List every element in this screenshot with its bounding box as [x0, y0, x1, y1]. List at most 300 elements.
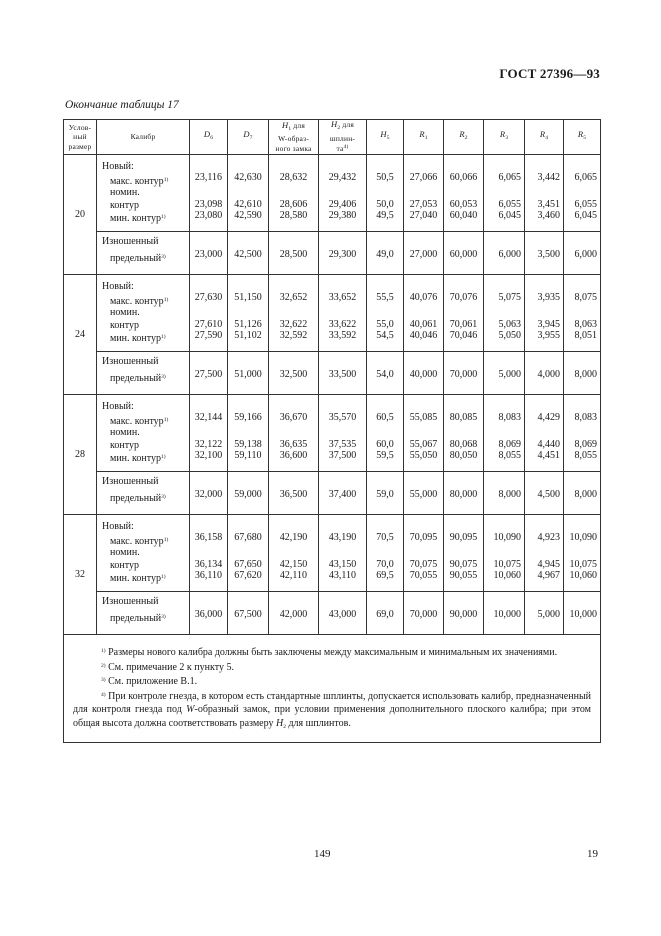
value: 59,138 [234, 439, 262, 450]
value: 6,000 [498, 249, 521, 260]
value-cell [319, 592, 367, 635]
value: 32,652 [279, 292, 308, 303]
column-header [319, 120, 367, 155]
value: 70,000 [409, 609, 438, 620]
page-number-right: 19 [587, 848, 598, 860]
calibre-row-label [102, 212, 189, 223]
value-cell [367, 472, 404, 515]
value: 4,923 [537, 532, 560, 543]
value-cell [484, 155, 525, 232]
value-cell [404, 395, 444, 472]
footnote-ref: 3) [161, 614, 166, 620]
value: 42,110 [279, 570, 308, 581]
column-subscript: 4 [545, 135, 549, 142]
footnote-ref: 1) [160, 334, 166, 340]
value: 8,000 [574, 489, 597, 500]
value-cell [190, 515, 228, 592]
value: 51,150 [234, 292, 262, 303]
value: 10,000 [493, 609, 521, 620]
value: 28,606 [279, 199, 308, 210]
value: 60,053 [449, 199, 478, 210]
calibre-worn-label: Изношенный [102, 476, 159, 487]
size-cell: 20 [64, 155, 97, 275]
value: 36,500 [279, 489, 308, 500]
value: 51,000 [234, 369, 262, 380]
value: 10,090 [493, 532, 521, 543]
value: 54,0 [376, 369, 394, 380]
column-symbol: H [282, 119, 289, 130]
value-cell [404, 352, 444, 395]
calibre-worn-label2 [102, 490, 189, 504]
value: 90,055 [449, 570, 478, 581]
value-cell [190, 592, 228, 635]
value-cell [404, 275, 444, 352]
table-caption: Окончание таблицы 17 [65, 99, 179, 111]
column-symbol: H [380, 129, 387, 140]
value: 67,620 [234, 570, 262, 581]
value-cell [228, 515, 269, 592]
value-cell [319, 232, 367, 275]
value: 42,500 [234, 249, 262, 260]
value: 60,066 [449, 172, 478, 183]
value: 5,050 [498, 330, 521, 341]
calibre-row-label [102, 332, 189, 343]
column-label-line: ного замка [275, 143, 312, 153]
value-cell [444, 472, 484, 515]
calibre-worn-label: Изношенный [102, 596, 159, 607]
value: 4,429 [537, 412, 560, 423]
value: 42,150 [279, 559, 308, 570]
value-cell [444, 155, 484, 232]
page-number: 149 [314, 848, 331, 860]
value: 40,000 [409, 369, 438, 380]
value: 59,000 [234, 489, 262, 500]
value: 70,000 [449, 369, 478, 380]
value: 60,5 [376, 412, 394, 423]
value: 80,085 [449, 412, 478, 423]
calibre-worn-label2 [102, 610, 189, 624]
value: 8,055 [574, 450, 597, 461]
column-subscript: 7 [249, 135, 253, 142]
value-cell [564, 352, 601, 395]
value: 70,055 [409, 570, 438, 581]
value-cell [319, 472, 367, 515]
calibre-new-cell [97, 395, 190, 472]
column-symbol: D [203, 129, 211, 140]
table-row [64, 515, 601, 592]
value: 40,076 [409, 292, 438, 303]
footnote-4: $^{4)}$ При контроле гнезда, в котором есть стандартные шплинты, допускается использовать калибр, предназначенный для контроля гнезда под W-образный замок, при условии применения дополнительного плоского калибра; при этом общая высота должна соответствовать размеру $H_2$ для шплинтов. [73, 690, 592, 730]
value: 55,000 [409, 489, 438, 500]
calibre-row-text: мин. контур [110, 213, 161, 224]
calibre-new-label: Новый: [102, 281, 134, 292]
value-cell [564, 155, 601, 232]
value: 80,050 [449, 450, 478, 461]
column-subscript: 1 [424, 135, 428, 142]
value-cell [564, 232, 601, 275]
value: 67,680 [234, 532, 262, 543]
value-cell [484, 472, 525, 515]
value-cell [525, 472, 564, 515]
value-cell [525, 275, 564, 352]
value: 27,040 [409, 210, 438, 221]
value-cell [564, 515, 601, 592]
footnote-ref: 3) [161, 374, 166, 380]
value-cell [444, 592, 484, 635]
value: 55,050 [409, 450, 438, 461]
value: 43,150 [328, 559, 357, 570]
value: 5,075 [498, 292, 521, 303]
column-subscript: 2 [337, 125, 341, 132]
value-cell [367, 352, 404, 395]
calibre-row-text: макс. контур [110, 536, 164, 547]
calibre-row-label [102, 175, 189, 186]
value: 36,158 [194, 532, 223, 543]
value: 69,0 [376, 609, 394, 620]
value: 33,652 [328, 292, 357, 303]
value: 8,000 [498, 489, 521, 500]
footnote-ref: 1) [163, 417, 169, 423]
value: 59,0 [376, 489, 394, 500]
calibre-worn-text: предельный [110, 493, 162, 504]
value: 60,0 [376, 439, 394, 450]
footnote-2: $^{2)}$ См. примечание 2 к пункту 5. [101, 661, 234, 673]
value: 8,083 [498, 412, 521, 423]
value: 42,000 [279, 609, 308, 620]
value: 3,955 [537, 330, 560, 341]
column-subscript: 5 [583, 135, 587, 142]
value: 32,622 [279, 319, 308, 330]
table-row [64, 472, 601, 515]
value: 10,060 [569, 570, 597, 581]
value: 55,085 [409, 412, 438, 423]
value: 23,080 [194, 210, 223, 221]
document-code: ГОСТ 27396—93 [499, 66, 600, 81]
value-cell [404, 515, 444, 592]
calibre-worn-cell [97, 472, 190, 515]
value: 27,066 [409, 172, 438, 183]
value-cell [228, 592, 269, 635]
column-subscript: 3 [505, 135, 509, 142]
value-cell [367, 155, 404, 232]
value-cell [228, 155, 269, 232]
value: 4,945 [537, 559, 560, 570]
value-cell [484, 275, 525, 352]
value: 49,0 [376, 249, 394, 260]
value: 90,075 [449, 559, 478, 570]
value: 3,460 [537, 210, 560, 221]
value: 36,635 [279, 439, 308, 450]
value-cell [228, 472, 269, 515]
value: 10,075 [569, 559, 597, 570]
value-cell [525, 592, 564, 635]
column-subscript: 6 [210, 135, 214, 142]
value: 3,945 [537, 319, 560, 330]
column-label-line: размер [68, 141, 92, 151]
calibre-row-label: номин. контур [110, 427, 140, 451]
value-cell [525, 515, 564, 592]
column-footnote-mark: 4) [343, 144, 349, 151]
value: 32,592 [279, 330, 308, 341]
value-cell [367, 232, 404, 275]
table-row [64, 352, 601, 395]
value: 36,670 [279, 412, 308, 423]
value-cell [190, 395, 228, 472]
column-header [404, 120, 444, 155]
footnote-ref: 3) [161, 494, 166, 500]
value: 54,5 [376, 330, 394, 341]
value-cell [525, 352, 564, 395]
value: 29,300 [328, 249, 357, 260]
value: 37,500 [328, 450, 357, 461]
value: 51,126 [234, 319, 262, 330]
value: 8,055 [498, 450, 521, 461]
value: 60,000 [449, 249, 478, 260]
value: 69,5 [376, 570, 394, 581]
calibre-table [63, 119, 601, 743]
table-body [64, 155, 601, 635]
value: 55,067 [409, 439, 438, 450]
value: 32,100 [194, 450, 223, 461]
value-cell [319, 155, 367, 232]
column-header [444, 120, 484, 155]
calibre-row-label [102, 572, 189, 583]
value-cell [190, 352, 228, 395]
value: 8,051 [574, 330, 597, 341]
value: 10,090 [569, 532, 597, 543]
value: 70,095 [409, 532, 438, 543]
calibre-worn-label2 [102, 250, 189, 264]
value: 70,0 [376, 559, 394, 570]
value: 8,063 [574, 319, 597, 330]
value: 43,110 [328, 570, 357, 581]
calibre-row-label [102, 535, 189, 546]
value: 28,500 [279, 249, 308, 260]
value-cell [444, 395, 484, 472]
value: 50,0 [376, 199, 394, 210]
table-row [64, 275, 601, 352]
column-symbol: H [331, 119, 338, 130]
value-cell [190, 232, 228, 275]
value: 28,580 [279, 210, 308, 221]
value: 4,967 [537, 570, 560, 581]
footnote-ref: 1) [160, 454, 166, 460]
value: 27,500 [194, 369, 223, 380]
value: 36,000 [194, 609, 223, 620]
value-cell [190, 155, 228, 232]
value: 28,632 [279, 172, 308, 183]
footnote-ref: 1) [163, 537, 169, 543]
value: 5,000 [498, 369, 521, 380]
value-cell [484, 592, 525, 635]
value-cell [228, 232, 269, 275]
table-row [64, 155, 601, 232]
value: 29,380 [328, 210, 357, 221]
column-label-line: Калибр [130, 132, 156, 142]
column-subscript: 5 [386, 135, 390, 142]
value: 59,110 [234, 450, 262, 461]
value-cell [564, 472, 601, 515]
value-cell [525, 155, 564, 232]
calibre-row-label: номин. контур [110, 547, 140, 571]
footnote-ref: 1) [160, 574, 166, 580]
table-row [64, 592, 601, 635]
value: 8,000 [574, 369, 597, 380]
column-label-line: та [336, 144, 344, 154]
value: 3,500 [537, 249, 560, 260]
value-cell [564, 395, 601, 472]
value-cell [564, 592, 601, 635]
value: 29,406 [328, 199, 357, 210]
value: 32,000 [194, 489, 223, 500]
value: 4,500 [537, 489, 560, 500]
calibre-row-label [102, 295, 189, 306]
calibre-worn-label2 [102, 370, 189, 384]
calibre-new-cell [97, 155, 190, 232]
value: 27,630 [194, 292, 223, 303]
value-cell [269, 155, 319, 232]
value-cell [404, 155, 444, 232]
calibre-row-text: макс. контур [110, 296, 164, 307]
calibre-row-text: мин. контур [110, 453, 161, 464]
value: 33,622 [328, 319, 357, 330]
value: 37,400 [328, 489, 357, 500]
calibre-worn-cell [97, 352, 190, 395]
calibre-worn-label: Изношенный [102, 236, 159, 247]
table-row [64, 232, 601, 275]
value-cell [190, 275, 228, 352]
value: 67,650 [234, 559, 262, 570]
column-label-line: шплин- [329, 133, 356, 143]
footnote-ref: 1) [163, 297, 169, 303]
value: 6,065 [574, 172, 597, 183]
value-cell [367, 592, 404, 635]
value-cell [367, 515, 404, 592]
value-cell [444, 232, 484, 275]
value-cell [269, 592, 319, 635]
footnotes [64, 635, 601, 743]
value-cell [319, 275, 367, 352]
value: 3,935 [537, 292, 560, 303]
value-cell [444, 275, 484, 352]
value: 80,000 [449, 489, 478, 500]
calibre-row-text: мин. контур [110, 573, 161, 584]
size-cell: 24 [64, 275, 97, 395]
value: 36,134 [194, 559, 223, 570]
calibre-row-text: макс. контур [110, 416, 164, 427]
value: 35,570 [328, 412, 357, 423]
value: 6,055 [574, 199, 597, 210]
value: 42,610 [234, 199, 262, 210]
value: 37,535 [328, 439, 357, 450]
value-cell [367, 275, 404, 352]
value: 6,055 [498, 199, 521, 210]
value: 3,442 [537, 172, 560, 183]
value: 36,600 [279, 450, 308, 461]
value-cell [228, 352, 269, 395]
value: 42,630 [234, 172, 262, 183]
calibre-worn-cell [97, 592, 190, 635]
value: 6,045 [574, 210, 597, 221]
value: 42,190 [279, 532, 308, 543]
value-cell [404, 592, 444, 635]
value-cell [367, 395, 404, 472]
footnotes-section [64, 635, 601, 743]
value: 60,040 [449, 210, 478, 221]
value-cell [404, 472, 444, 515]
value: 55,0 [376, 319, 394, 330]
value: 90,000 [449, 609, 478, 620]
value-cell [319, 395, 367, 472]
calibre-new-label: Новый: [102, 401, 134, 412]
calibre-new-label: Новый: [102, 521, 134, 532]
value: 23,000 [194, 249, 223, 260]
value-cell [228, 395, 269, 472]
footnote-ref: 1) [163, 177, 169, 183]
column-label-line: для [342, 120, 354, 130]
value-cell [228, 275, 269, 352]
footnote-ref: 3) [161, 254, 166, 260]
calibre-new-cell [97, 275, 190, 352]
column-header [190, 120, 228, 155]
column-symbol: D [243, 129, 250, 140]
value: 32,122 [194, 439, 223, 450]
column-symbol: R [459, 129, 465, 140]
value-cell [564, 275, 601, 352]
calibre-row-label: номин. контур [110, 307, 140, 331]
table-row [64, 395, 601, 472]
footnote-ref: 1) [160, 214, 166, 220]
value: 6,000 [574, 249, 597, 260]
value: 50,5 [376, 172, 394, 183]
value-cell [269, 472, 319, 515]
calibre-row-label: номин. контур [110, 187, 140, 211]
calibre-row-label [102, 415, 189, 426]
value: 43,190 [328, 532, 357, 543]
calibre-worn-text: предельный [110, 253, 162, 264]
value: 23,116 [194, 172, 223, 183]
value: 49,5 [376, 210, 394, 221]
value: 4,000 [537, 369, 560, 380]
value: 8,083 [574, 412, 597, 423]
value: 27,590 [194, 330, 223, 341]
value-cell [484, 395, 525, 472]
value-cell [269, 352, 319, 395]
table-header [64, 120, 601, 155]
column-header [484, 120, 525, 155]
value-cell [190, 472, 228, 515]
calibre-row-text: мин. контур [110, 333, 161, 344]
value: 10,075 [493, 559, 521, 570]
calibre-row-label [102, 452, 189, 463]
value: 5,000 [537, 609, 560, 620]
size-cell: 32 [64, 515, 97, 635]
calibre-worn-label: Изношенный [102, 356, 159, 367]
value: 36,110 [194, 570, 223, 581]
value: 10,000 [569, 609, 597, 620]
calibre-new-label: Новый: [102, 161, 134, 172]
value: 70,076 [449, 292, 478, 303]
value: 80,068 [449, 439, 478, 450]
value-cell [269, 232, 319, 275]
value: 70,061 [449, 319, 478, 330]
value: 70,5 [376, 532, 394, 543]
value-cell [269, 395, 319, 472]
value: 4,440 [537, 439, 560, 450]
value: 6,065 [498, 172, 521, 183]
value-cell [484, 232, 525, 275]
value-cell [484, 515, 525, 592]
